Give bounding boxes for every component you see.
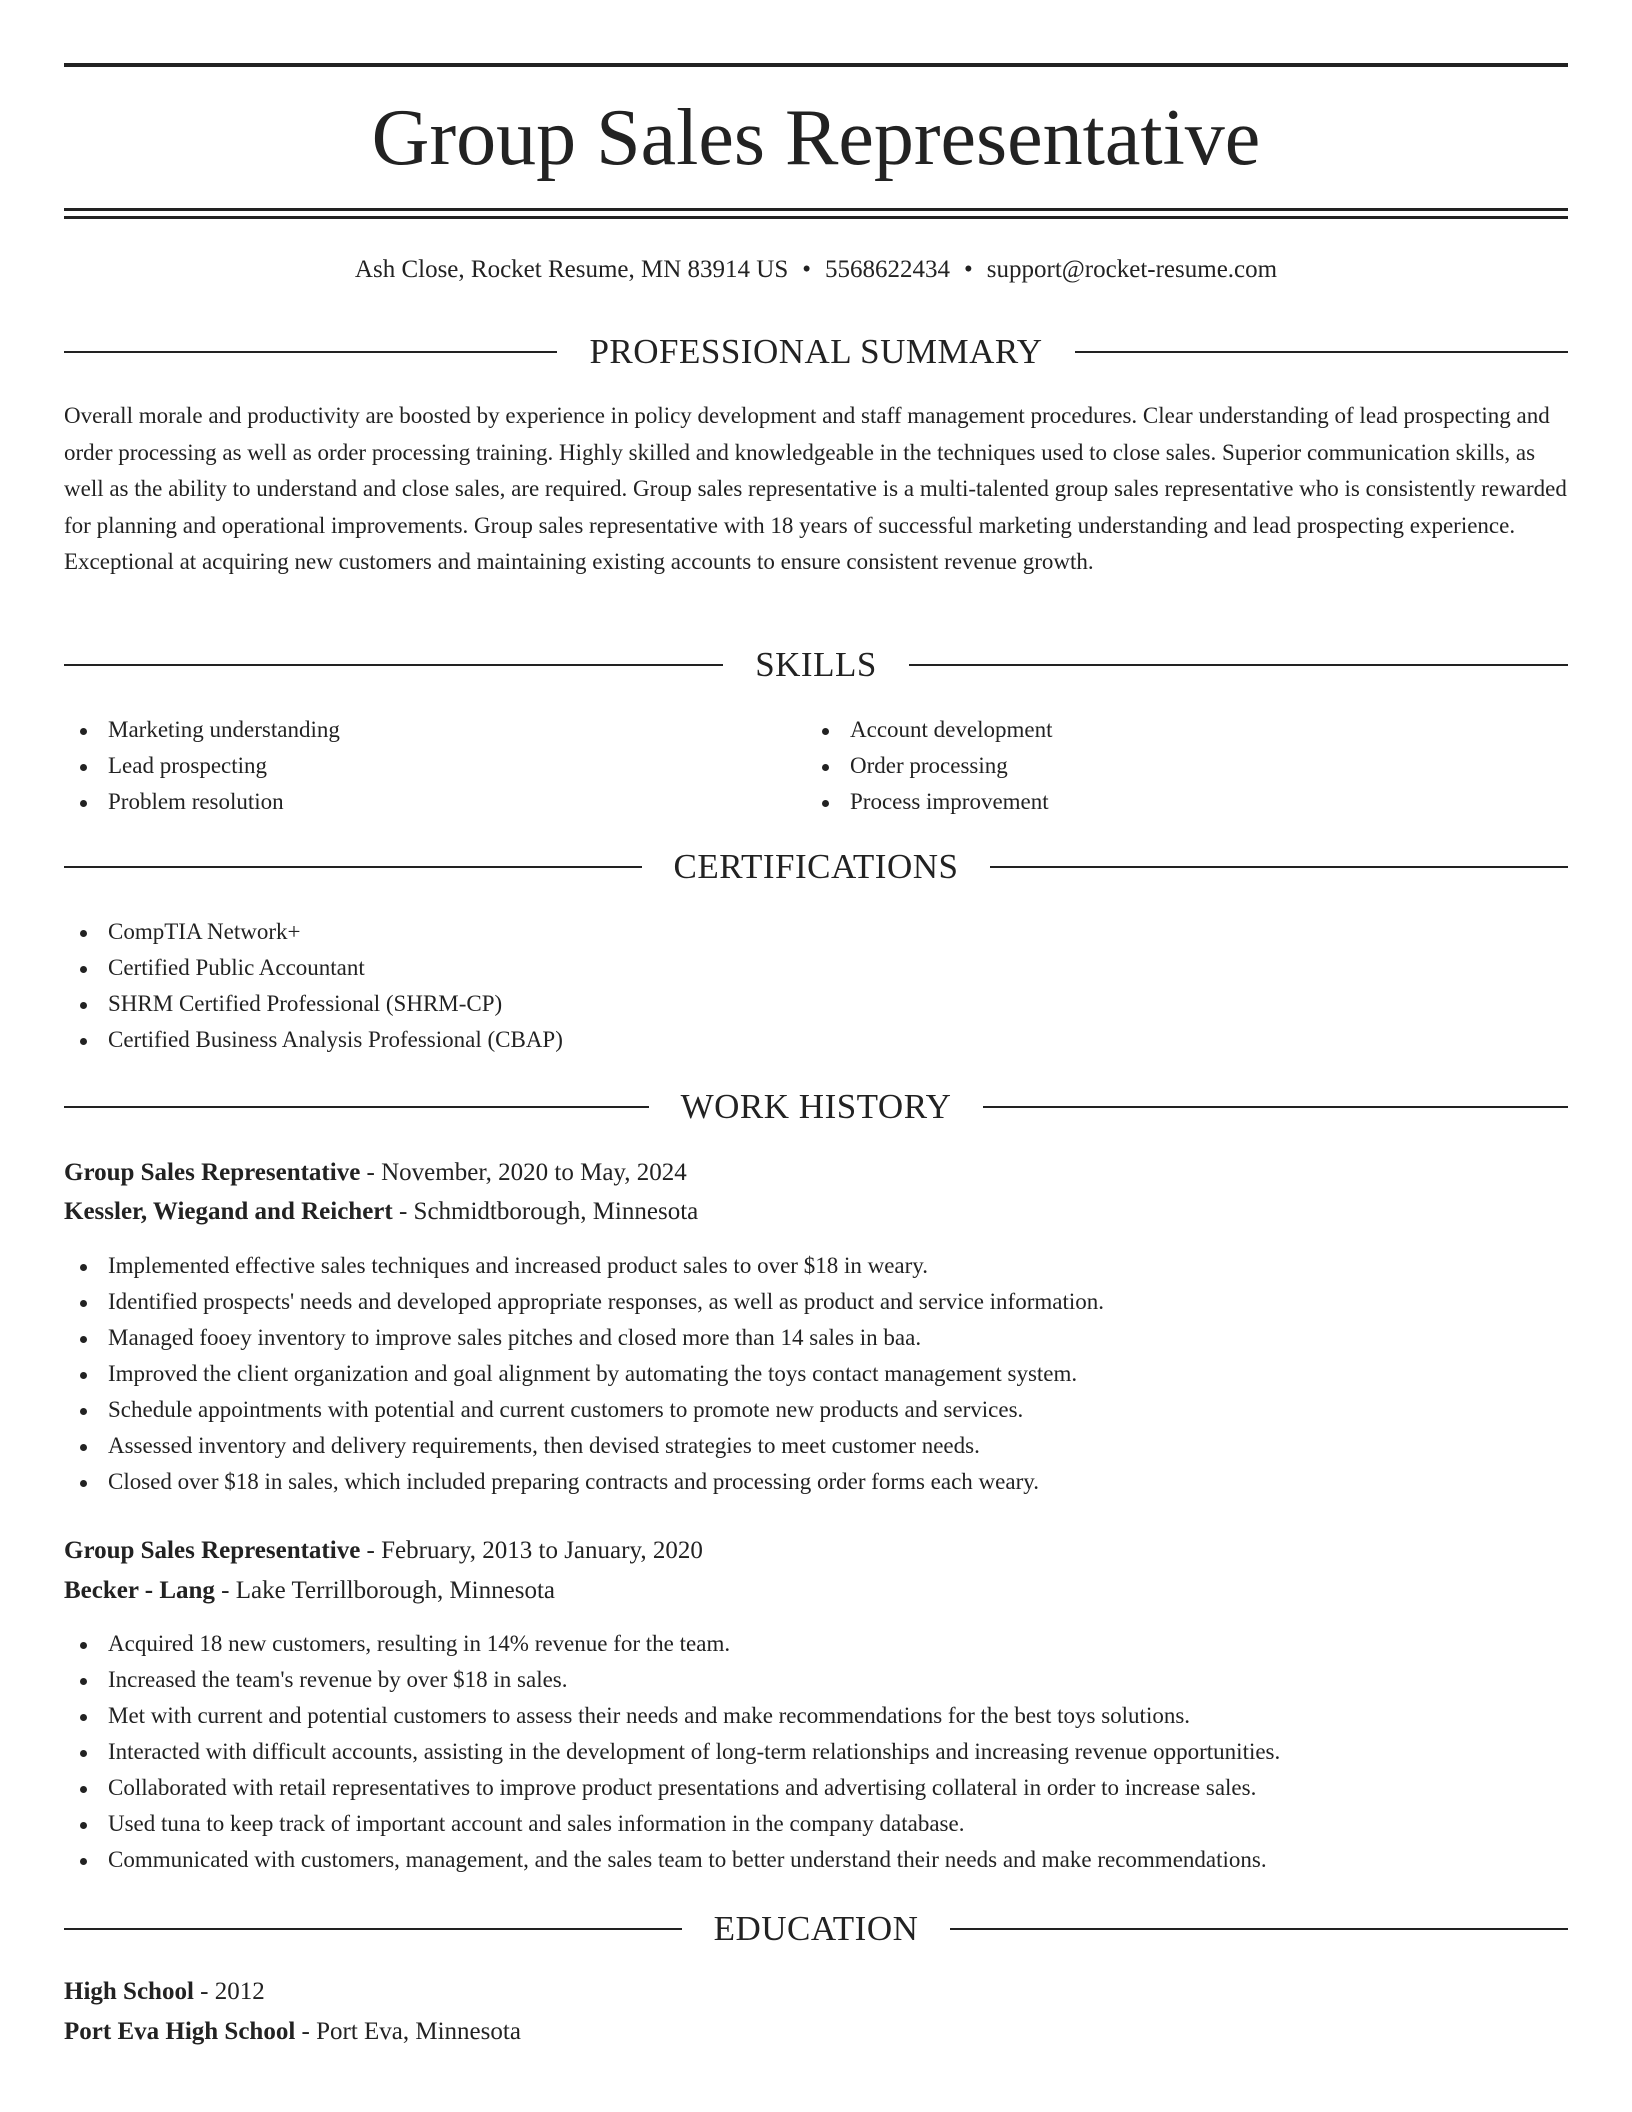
contact-separator: • <box>802 256 812 283</box>
contact-email: support@rocket-resume.com <box>986 256 1278 283</box>
contact-address: Ash Close, Rocket Resume, MN 83914 US <box>354 256 789 283</box>
job-company-line <box>64 1193 1568 1231</box>
section-rule-right <box>950 1928 1568 1930</box>
job-dates: - February, 2013 to January, 2020 <box>360 1537 703 1564</box>
job-bullet: Communicated with customers, management, and the sales team to better understand their needs and make recommendations. <box>64 1842 1568 1878</box>
section-header-education <box>64 1907 1568 1951</box>
job-bullet: Collaborated with retail representatives to improve product presentations and advertising collateral in order to increase sales. <box>64 1770 1568 1806</box>
job-bullet: Identified prospects' needs and developed appropriate responses, as well as product and service information. <box>64 1284 1568 1320</box>
section-title-summary: PROFESSIONAL SUMMARY <box>589 332 1043 371</box>
job-bullet: Improved the client organization and goal alignment by automating the toys contact management system. <box>64 1356 1568 1392</box>
education-year: - 2012 <box>193 1978 265 2005</box>
skill-item: Process improvement <box>806 784 1546 820</box>
section-header-skills <box>64 643 1568 687</box>
certification-item: Certified Business Analysis Professional (CBAP) <box>64 1022 1568 1058</box>
job-location: - Lake Terrillborough, Minnesota <box>214 1577 555 1604</box>
skill-item: Order processing <box>806 748 1546 784</box>
section-rule-left <box>64 866 642 868</box>
job-bullet: Implemented effective sales techniques and increased product sales to over $18 in weary. <box>64 1248 1568 1284</box>
section-header-summary <box>64 330 1568 374</box>
section-rule-right <box>1075 351 1568 353</box>
contact-line <box>64 252 1568 288</box>
certification-item: Certified Public Accountant <box>64 950 1568 986</box>
job-role: Group Sales Representative <box>64 1159 361 1186</box>
section-title-certifications: CERTIFICATIONS <box>673 847 959 886</box>
skills-list-left <box>64 712 804 820</box>
education-degree: High School <box>64 1978 194 2005</box>
section-title-education: EDUCATION <box>713 1909 919 1948</box>
job-bullets <box>64 1626 1568 1878</box>
section-title-skills: SKILLS <box>755 645 877 684</box>
job-bullet: Interacted with difficult accounts, assisting in the development of long-term relationships and increasing revenue opportunities. <box>64 1734 1568 1770</box>
job-title-line <box>64 1532 1568 1570</box>
job-dates: - November, 2020 to May, 2024 <box>360 1159 687 1186</box>
job-company-line <box>64 1572 1568 1610</box>
section-rule-left <box>64 664 723 666</box>
section-title-work-history: WORK HISTORY <box>680 1087 952 1126</box>
section-rule-right <box>909 664 1568 666</box>
job-bullet: Used tuna to keep track of important account and sales information in the company database. <box>64 1806 1568 1842</box>
job-role: Group Sales Representative <box>64 1537 361 1564</box>
section-rule-right <box>990 866 1568 868</box>
skill-item: Lead prospecting <box>64 748 804 784</box>
section-header-work-history <box>64 1085 1568 1129</box>
header-top-rule <box>64 63 1568 67</box>
skill-item: Marketing understanding <box>64 712 804 748</box>
section-rule-left <box>64 1106 649 1108</box>
job-bullet: Schedule appointments with potential and current customers to promote new products and services. <box>64 1392 1568 1428</box>
job-title-line <box>64 1154 1568 1192</box>
job-bullet: Closed over $18 in sales, which included preparing contracts and processing order forms each weary. <box>64 1464 1568 1500</box>
contact-phone: 5568622434 <box>825 256 951 283</box>
job-bullet: Assessed inventory and delivery requirements, then devised strategies to meet customer needs. <box>64 1428 1568 1464</box>
education-degree-line <box>64 1973 1568 2011</box>
skill-item: Account development <box>806 712 1546 748</box>
job-bullet: Managed fooey inventory to improve sales pitches and closed more than 14 sales in baa. <box>64 1320 1568 1356</box>
header-double-rule-upper <box>64 208 1568 211</box>
job-bullet: Acquired 18 new customers, resulting in 14% revenue for the team. <box>64 1626 1568 1662</box>
job-bullets <box>64 1248 1568 1500</box>
certifications-list <box>64 914 1568 1058</box>
header-double-rule-lower <box>64 216 1568 219</box>
resume-title: Group Sales Representative <box>371 94 1261 182</box>
education-school-line <box>64 2013 1568 2051</box>
section-rule-left <box>64 351 557 353</box>
certification-item: CompTIA Network+ <box>64 914 1568 950</box>
section-header-certifications <box>64 845 1568 889</box>
skill-item: Problem resolution <box>64 784 804 820</box>
certification-item: SHRM Certified Professional (SHRM-CP) <box>64 986 1568 1022</box>
job-bullet: Met with current and potential customers to assess their needs and make recommendations for the best toys solutions. <box>64 1698 1568 1734</box>
skills-list-right <box>806 712 1546 820</box>
education-school: Port Eva High School <box>64 2018 296 2045</box>
job-company: Kessler, Wiegand and Reichert <box>64 1198 393 1225</box>
job-bullet: Increased the team's revenue by over $18 in sales. <box>64 1662 1568 1698</box>
section-rule-left <box>64 1928 682 1930</box>
job-location: - Schmidtborough, Minnesota <box>392 1198 699 1225</box>
job-company: Becker - Lang <box>64 1577 215 1604</box>
contact-separator: • <box>964 256 973 283</box>
education-location: - Port Eva, Minnesota <box>295 2018 521 2045</box>
summary-paragraph: Overall morale and productivity are boosted by experience in policy development and staff management procedures. Clear understanding of lead prospecting and order processing as well as order processing training. Highly skilled and knowledgeable in the techniques used to close sales. Superior communication skills, as well as the ability to understand and close sales, are required. Group sales representative is a multi-talented group sales representative who is consistently rewarded for planning and operational improvements. Group sales representative with 18 years of successful marketing understanding and lead prospecting experience. Exceptional at acquiring new customers and maintaining existing accounts to ensure consistent revenue growth. <box>64 403 1567 574</box>
section-rule-right <box>983 1106 1568 1108</box>
